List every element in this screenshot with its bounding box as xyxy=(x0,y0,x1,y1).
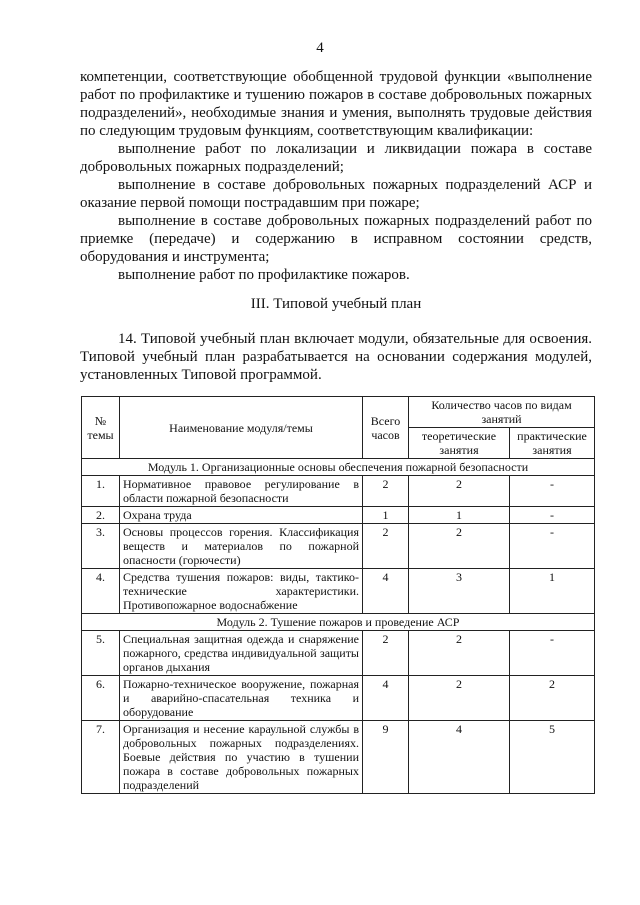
row-practice: 2 xyxy=(510,676,595,721)
row-total: 9 xyxy=(363,721,409,794)
header-total: Всего часов xyxy=(363,397,409,459)
row-name: Организация и несение караульной службы в добровольных пожарных подразделениях. Боевые действия по участию в тушении пожара в составе добровольных пожарных подразделений xyxy=(120,721,363,794)
row-practice: - xyxy=(510,507,595,524)
row-total: 2 xyxy=(363,476,409,507)
module-row xyxy=(82,459,595,476)
header-theory: теоретические занятия xyxy=(409,428,510,459)
row-practice: - xyxy=(510,631,595,676)
row-practice: 5 xyxy=(510,721,595,794)
row-num: 4. xyxy=(82,569,120,614)
table-row xyxy=(82,476,595,507)
paragraph-14-text: 14. Типовой учебный план включает модули, обязательные для освоения. Типовой учебный план разрабатывается на основании содержания модулей, установленных Типовой программой. xyxy=(80,331,592,383)
row-practice: - xyxy=(510,524,595,569)
table-row xyxy=(82,569,595,614)
row-num: 1. xyxy=(82,476,120,507)
row-theory: 4 xyxy=(409,721,510,794)
table-row xyxy=(82,524,595,569)
module-2-title: Модуль 2. Тушение пожаров и проведение АСР xyxy=(82,614,595,631)
row-num: 7. xyxy=(82,721,120,794)
row-practice: 1 xyxy=(510,569,595,614)
intro-paragraph: выполнение работ по профилактике пожаров. xyxy=(118,267,410,283)
row-num: 2. xyxy=(82,507,120,524)
row-theory: 3 xyxy=(409,569,510,614)
row-name: Основы процессов горения. Классификация веществ и материалов по пожарной опасности (горючести) xyxy=(120,524,363,569)
row-total: 2 xyxy=(363,524,409,569)
curriculum-table xyxy=(81,396,595,794)
row-total: 2 xyxy=(363,631,409,676)
row-total: 4 xyxy=(363,676,409,721)
row-num: 3. xyxy=(82,524,120,569)
intro-paragraph: компетенции, соответствующие обобщенной трудовой функции «выполнение работ по профилактике и тушению пожаров в составе добровольных пожарных подразделений», необходимые знания и умения, выполнять трудовые действия по следующим трудовым функциям, соответствующим квалификации: xyxy=(80,69,592,139)
row-theory: 2 xyxy=(409,524,510,569)
page-number: 4 xyxy=(316,40,324,56)
row-num: 5. xyxy=(82,631,120,676)
row-theory: 2 xyxy=(409,631,510,676)
table-row xyxy=(82,721,595,794)
table-row xyxy=(82,631,595,676)
header-by-type: Количество часов по видам занятий xyxy=(409,397,595,428)
row-total: 4 xyxy=(363,569,409,614)
row-name: Охрана труда xyxy=(120,507,363,524)
intro-paragraph: выполнение в составе добровольных пожарных подразделений работ по приемке (передаче) и содержанию в исправном состоянии средств, оборудования и инструмента; xyxy=(80,213,592,265)
module-row xyxy=(82,614,595,631)
table-header-row xyxy=(82,397,595,428)
module-1-title: Модуль 1. Организационные основы обеспечения пожарной безопасности xyxy=(82,459,595,476)
row-theory: 1 xyxy=(409,507,510,524)
paragraph-14 xyxy=(80,330,592,384)
row-num: 6. xyxy=(82,676,120,721)
header-name: Наименование модуля/темы xyxy=(120,397,363,459)
row-theory: 2 xyxy=(409,676,510,721)
row-name: Специальная защитная одежда и снаряжение пожарного, средства индивидуальной защиты органов дыхания xyxy=(120,631,363,676)
intro-text xyxy=(80,68,592,284)
row-theory: 2 xyxy=(409,476,510,507)
table-row xyxy=(82,507,595,524)
section-title: III. Типовой учебный план xyxy=(250,296,422,312)
header-num: № темы xyxy=(82,397,120,459)
intro-paragraph: выполнение работ по локализации и ликвидации пожара в составе добровольных пожарных подразделений; xyxy=(80,141,592,175)
row-name: Пожарно-техническое вооружение, пожарная и аварийно-спасательная техника и оборудование xyxy=(120,676,363,721)
row-name: Нормативное правовое регулирование в области пожарной безопасности xyxy=(120,476,363,507)
header-practice: практические занятия xyxy=(510,428,595,459)
intro-paragraph: выполнение в составе добровольных пожарных подразделений АСР и оказание первой помощи пострадавшим при пожаре; xyxy=(80,177,592,211)
row-practice: - xyxy=(510,476,595,507)
row-name: Средства тушения пожаров: виды, тактико-технические характеристики. Противопожарное водоснабжение xyxy=(120,569,363,614)
row-total: 1 xyxy=(363,507,409,524)
table-row xyxy=(82,676,595,721)
